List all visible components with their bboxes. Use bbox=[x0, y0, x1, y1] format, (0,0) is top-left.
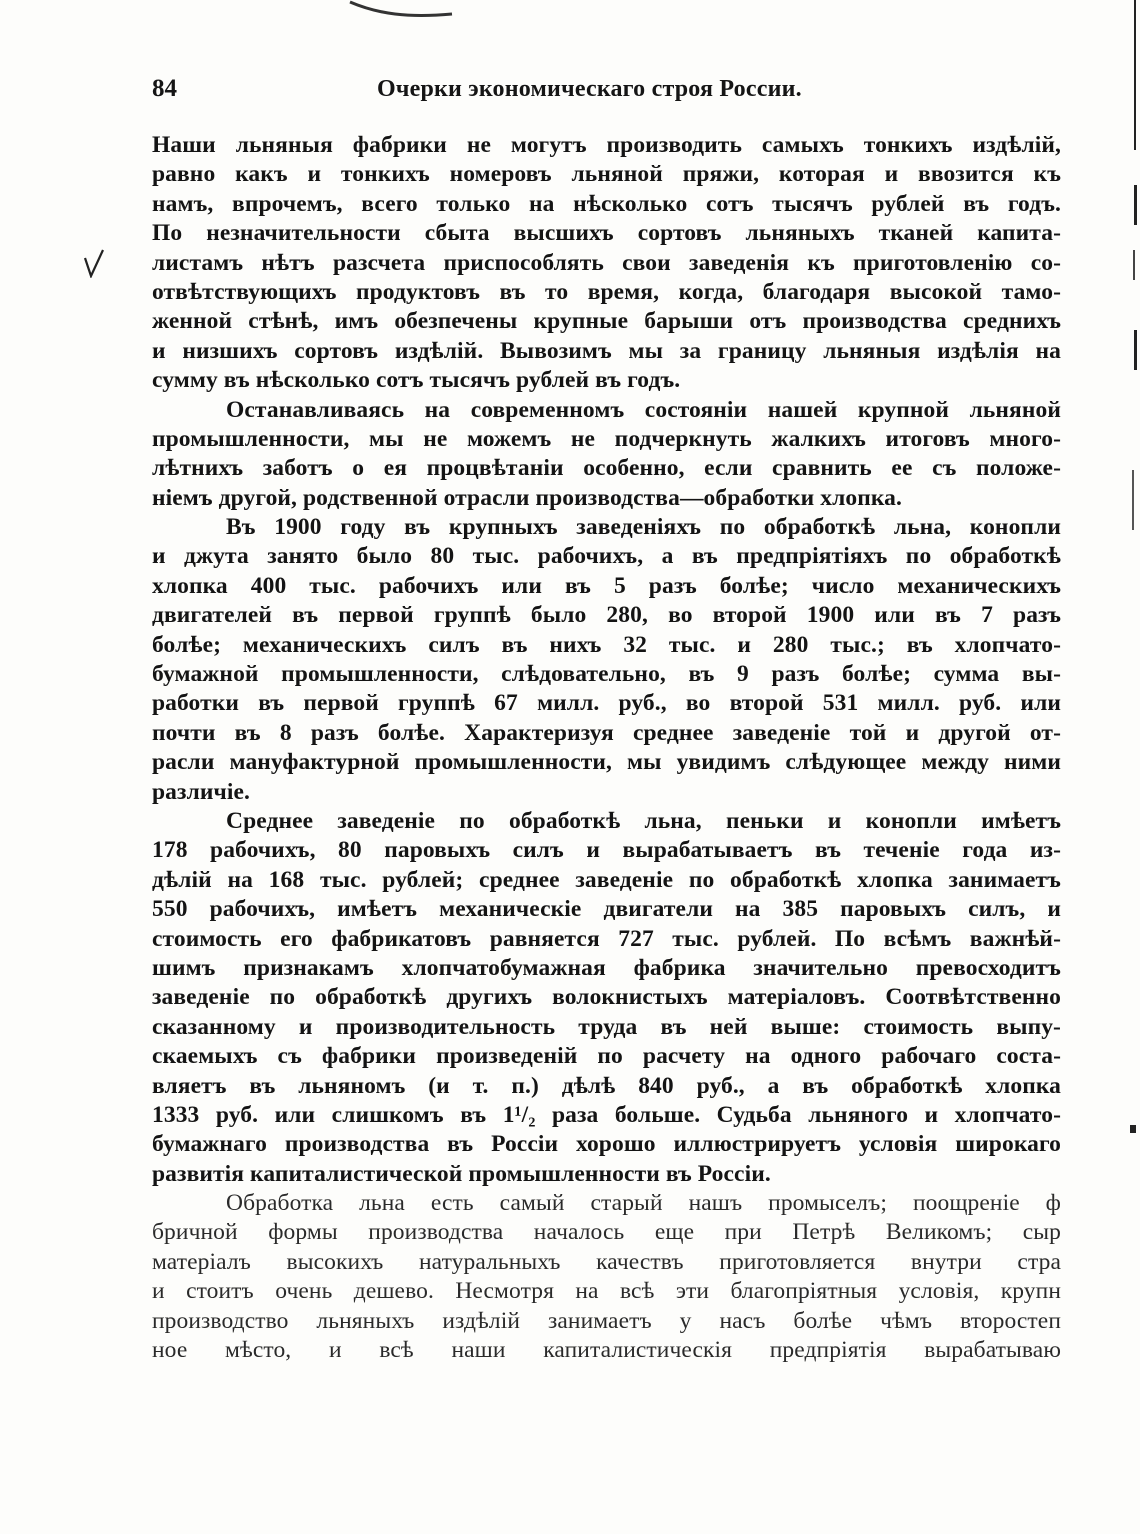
text-line: расли мануфактурной промышленности, мы увидимъ слѣдующее между ними bbox=[152, 749, 1061, 776]
text-line: ное мѣсто, и всѣ наши капиталистическія предпріятія вырабатываю bbox=[152, 1337, 1061, 1364]
text-line: бумажнаго производства въ Россіи хорошо иллюстрируетъ условія широкаго bbox=[152, 1131, 1061, 1158]
text-line: стоимость его фабрикатовъ равняется 727 тыс. рублей. По всѣмъ важнѣй- bbox=[152, 925, 1061, 952]
text-line: вляетъ въ льняномъ (и т. п.) дѣлѣ 840 руб., а въ обработкѣ хлопка bbox=[152, 1072, 1061, 1099]
text-line: 550 рабочихъ, имѣетъ механическіе двигатели на 385 паровыхъ силъ, и bbox=[152, 896, 1061, 923]
paragraph-3 bbox=[152, 513, 1061, 807]
text-line: Останавливаясь на современномъ состояніи нашей крупной льняной bbox=[226, 396, 1061, 423]
text-line: ніемъ другой, родственной отрасли производства—обработки хлопка. bbox=[152, 484, 902, 511]
scan-smudge bbox=[348, 0, 458, 22]
text-line: шимъ признакамъ хлопчатобумажная фабрика значительно превосходитъ bbox=[152, 954, 1061, 981]
paragraph-1 bbox=[152, 131, 1061, 396]
text-line: равно какъ и тонкихъ номеровъ льняной пряжи, которая и ввозится къ bbox=[152, 161, 1061, 188]
page-number: 84 bbox=[152, 75, 177, 102]
margin-check-mark bbox=[82, 248, 106, 278]
text-line: листамъ нѣтъ разсчета приспособлять свои заведенія къ приготовленію со- bbox=[152, 249, 1061, 276]
text-line: дѣлій на 168 тыс. рублей; среднее заведеніе по обработкѣ хлопка занимаетъ bbox=[152, 866, 1061, 893]
text-line: скаемыхъ съ фабрики произведеній по расчету на одного рабочаго соста- bbox=[152, 1043, 1061, 1070]
text-line: болѣе; механическихъ силъ въ нихъ 32 тыс. и 280 тыс.; въ хлопчато- bbox=[152, 631, 1061, 658]
body-text bbox=[152, 131, 1061, 1365]
text-line: развитія капиталистической промышленности въ Россіи. bbox=[152, 1160, 771, 1187]
text-line: лѣтнихъ заботъ о ея процвѣтаніи особенно, если сравнить ее съ положе- bbox=[152, 455, 1061, 482]
text-line: Среднее заведеніе по обработкѣ льна, пеньки и конопли имѣетъ bbox=[226, 807, 1061, 834]
text-line: заведеніе по обработкѣ другихъ волокнистыхъ матеріаловъ. Соотвѣтственно bbox=[152, 984, 1061, 1011]
text-line: почти въ 8 разъ болѣе. Характеризуя среднее заведеніе той и другой от- bbox=[152, 719, 1061, 746]
paragraph-2 bbox=[152, 396, 1061, 514]
text-line: и джута занято было 80 тыс. рабочихъ, а въ предпріятіяхъ по обработкѣ bbox=[152, 543, 1061, 570]
page-header bbox=[152, 74, 1062, 108]
text-line: женной стѣнѣ, имъ обезпечены крупные барыши отъ производства среднихъ bbox=[152, 308, 1061, 335]
text-line: сумму въ нѣсколько сотъ тысячъ рублей въ годъ. bbox=[152, 367, 681, 394]
text-line: работки въ первой группѣ 67 милл. руб., во второй 531 милл. руб. или bbox=[152, 690, 1061, 717]
paragraph-4 bbox=[152, 807, 1061, 1189]
text-line: хлопка 400 тыс. рабочихъ или въ 5 разъ болѣе; число механическихъ bbox=[152, 572, 1061, 599]
text-line: Въ 1900 году въ крупныхъ заведеніяхъ по обработкѣ льна, конопли bbox=[226, 514, 1061, 541]
text-line: отвѣтствующихъ продуктовъ въ то время, когда, благодаря высокой тамо- bbox=[152, 278, 1061, 305]
text-line: двигателей въ первой группѣ было 280, во второй 1900 или въ 7 разъ bbox=[152, 602, 1061, 629]
running-title: Очерки экономическаго строя России. bbox=[377, 76, 802, 102]
text-line: По незначительности сбыта высшихъ сортовъ льняныхъ тканей капита- bbox=[152, 220, 1061, 247]
text-line: бумажной промышленности, слѣдовательно, въ 9 разъ болѣе; сумма вы- bbox=[152, 661, 1061, 688]
text-line: различіе. bbox=[152, 778, 250, 805]
paragraph-5 bbox=[152, 1189, 1061, 1365]
scan-edge-marks bbox=[1126, 0, 1140, 1534]
text-line: производство льняныхъ издѣлій занимаетъ у насъ болѣе чѣмъ второстеп bbox=[152, 1307, 1061, 1334]
text-line: Обработка льна есть самый старый нашъ промыселъ; поощреніе ф bbox=[226, 1190, 1061, 1217]
text-line: промышленности, мы не можемъ не подчеркнуть жалкихъ итоговъ много- bbox=[152, 425, 1061, 452]
text-line: сказанному и производительность труда въ ней выше: стоимость выпу- bbox=[152, 1013, 1061, 1040]
text-line: Наши льняныя фабрики не могутъ производить самыхъ тонкихъ издѣлій, bbox=[152, 132, 1061, 158]
text-line: 1333 руб. или слишкомъ въ 1¹/₂ раза больше. Судьба льняного и хлопчато- bbox=[152, 1101, 1061, 1128]
text-line: 178 рабочихъ, 80 паровыхъ силъ и вырабатываетъ въ теченіе года из- bbox=[152, 837, 1061, 864]
text-line: и стоитъ очень дешево. Несмотря на всѣ эти благопріятныя условія, крупн bbox=[152, 1278, 1061, 1305]
text-line: бричной формы производства началось еще при Петрѣ Великомъ; сыр bbox=[152, 1219, 1061, 1246]
text-line: намъ, впрочемъ, всего только на нѣсколько сотъ тысячъ рублей въ годъ. bbox=[152, 190, 1061, 217]
text-line: и низшихъ сортовъ издѣлій. Вывозимъ мы за границу льняныя издѣлія на bbox=[152, 337, 1061, 364]
text-line: матеріалъ высокихъ натуральныхъ качествъ приготовляется внутри стра bbox=[152, 1248, 1061, 1275]
